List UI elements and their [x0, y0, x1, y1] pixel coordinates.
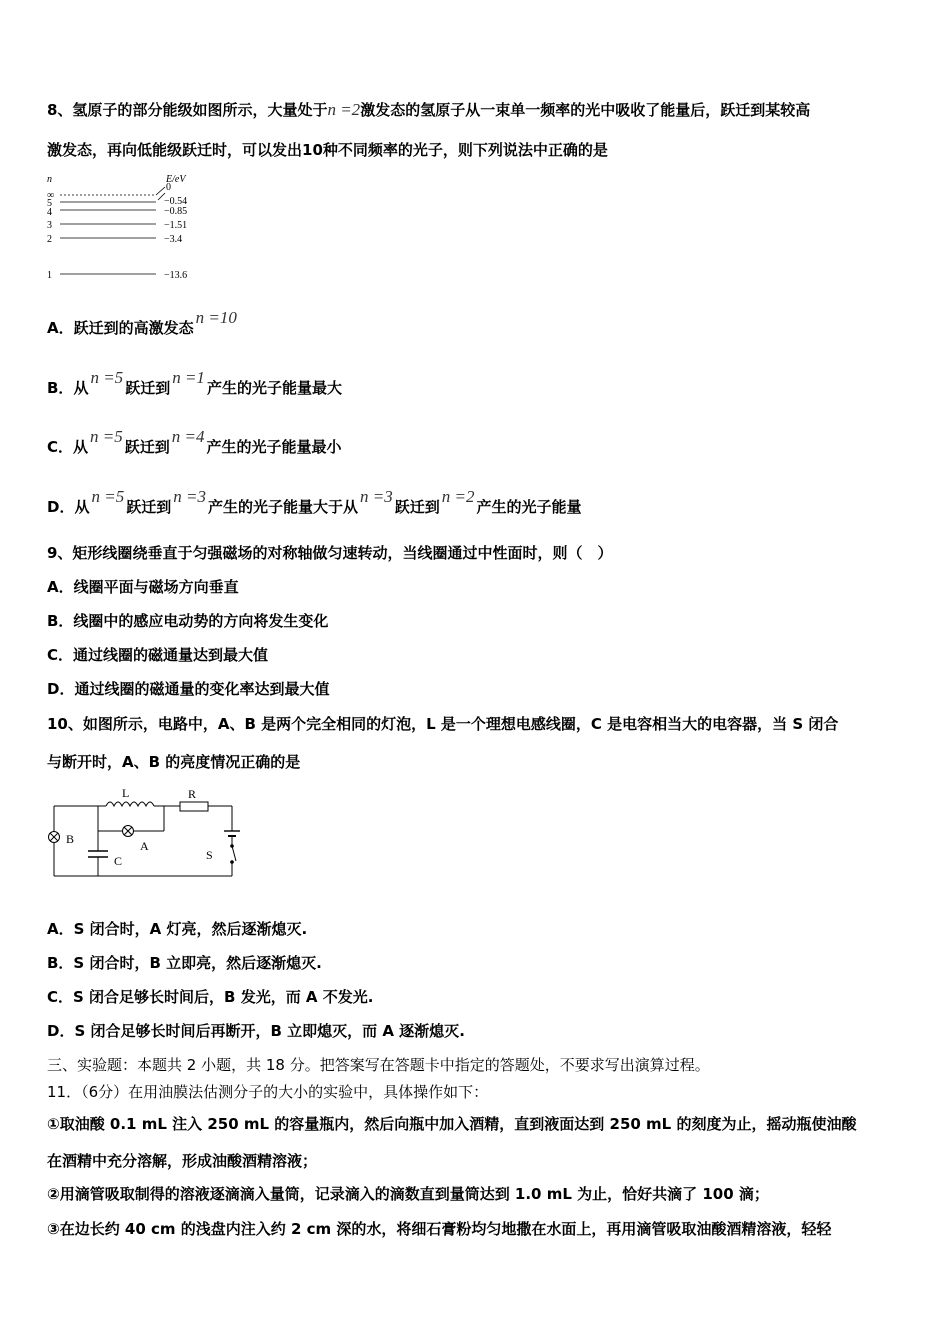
q10-option-d[interactable]: D．S 闭合足够长时间后再断开，B 立即熄灭，而 A 逐渐熄灭.	[47, 1022, 465, 1040]
q11-stem: 11．（6分）在用油膜法估测分子的大小的实验中，具体操作如下：	[47, 1083, 489, 1101]
level-4-e: −0.85	[164, 206, 188, 217]
option-label: B．	[47, 379, 74, 397]
switch-blade	[232, 846, 236, 861]
option-label: C．	[47, 438, 74, 456]
circuit-diagram	[44, 783, 254, 883]
q8-stem-line2	[47, 140, 608, 160]
axis-e-label: E/eV	[166, 174, 186, 185]
q8-option-c[interactable]	[47, 427, 342, 457]
q11-step1-line1: ①取油酸 0.1 mL 注入 250 mL 的容量瓶内，然后向瓶中加入酒精，直到液面达到 250 mL 的刻度为止，摇动瓶使油酸	[47, 1115, 857, 1133]
level-3-e: −1.51	[164, 220, 188, 231]
q8-stem-text2: 激发态，再向低能级跃迁时，可以发出	[47, 141, 303, 159]
option-text: 跃迁到	[126, 498, 172, 516]
q10-stem-line1: 10、如图所示，电路中，A、B 是两个完全相同的灯泡，L 是一个理想电感线圈，C 是电容相当大的电容器，当 S 闭合	[47, 715, 839, 733]
axis-n-label: n	[47, 174, 52, 185]
q8-option-b[interactable]	[47, 368, 342, 398]
option-text: 从	[74, 498, 90, 516]
label-L: L	[122, 786, 130, 800]
q10-option-a[interactable]: A．S 闭合时，A 灯亮，然后逐渐熄灭.	[47, 920, 308, 938]
q11-step3: ③在边长约 40 cm 的浅盘内注入约 2 cm 深的水，将细石膏粉均匀地撒在水面上，再用滴管吸取油酸酒精溶液，轻轻	[47, 1220, 832, 1238]
option-label: D．	[47, 498, 75, 516]
option-label: A．	[47, 319, 74, 337]
q10-option-b[interactable]: B．S 闭合时，B 立即亮，然后逐渐熄灭.	[47, 954, 322, 972]
math-n3: n =3	[359, 487, 393, 506]
label-A: A	[140, 839, 149, 853]
section3-header: 三、实验题：本题共 2 小题，共 18 分。把答案写在答题卡中指定的答题处，不要求写出演算过程。	[47, 1056, 710, 1074]
math-n4: n =4	[171, 427, 205, 446]
option-text: 跃迁到	[124, 438, 170, 456]
q8-stem-text: 8、氢原子的部分能级如图所示，大量处于	[47, 101, 328, 119]
option-text: 跃迁到	[125, 379, 171, 397]
level-5-n: 5	[47, 198, 52, 209]
math-n5: n =5	[90, 368, 124, 387]
q9-option-b[interactable]: B．线圈中的感应电动势的方向将发生变化	[47, 612, 329, 630]
level-2-e: −3.4	[164, 234, 183, 245]
q11-step1-line2: 在酒精中充分溶解，形成油酸酒精溶液；	[47, 1152, 318, 1170]
q8-option-d[interactable]	[47, 487, 582, 517]
level-1-n: 1	[47, 270, 52, 281]
q9-option-c[interactable]: C．通过线圈的磁通量达到最大值	[47, 646, 269, 664]
q9-option-d[interactable]: D．通过线圈的磁通量的变化率达到最大值	[47, 680, 330, 698]
option-text: 产生的光子能量大于从	[207, 498, 358, 516]
option-text: 产生的光子能量最小	[206, 438, 342, 456]
level-inf-n: ∞	[47, 190, 55, 201]
q8-option-a[interactable]	[47, 308, 239, 338]
math-n5: n =5	[90, 427, 123, 446]
label-S: S	[206, 848, 213, 862]
level-inf-e: 0	[166, 182, 171, 193]
level-3-n: 3	[47, 220, 52, 231]
label-B: B	[66, 832, 75, 846]
label-C: C	[114, 854, 123, 868]
option-text: 产生的光子能量	[476, 498, 582, 516]
q8-ten: 10	[302, 141, 323, 159]
option-text: 跃迁到	[394, 498, 440, 516]
q10-stem-line2: 与断开时，A、B 的亮度情况正确的是	[47, 753, 301, 771]
math-n5: n =5	[91, 487, 125, 506]
q9-stem: 9、矩形线圈绕垂直于匀强磁场的对称轴做匀速转动，当线圈通过中性面时，则（ ）	[47, 544, 613, 562]
level-4-n: 4	[47, 207, 52, 218]
q10-option-c[interactable]: C．S 闭合足够长时间后，B 发光，而 A 不发光.	[47, 988, 374, 1006]
resistor	[180, 802, 208, 811]
label-R: R	[188, 787, 197, 801]
level-2-n: 2	[47, 234, 52, 245]
energy-level-diagram	[44, 172, 214, 287]
level-1-e: −13.6	[164, 270, 188, 281]
level-5-e: −0.54	[164, 196, 188, 207]
q8-stem-text2-post: 种不同频率的光子，则下列说法中正确的是	[322, 141, 608, 159]
option-text: 从	[73, 438, 89, 456]
math-n1: n =1	[172, 368, 205, 387]
math-n2: n =2	[441, 487, 475, 506]
option-text: 跃迁到的高激发态	[73, 319, 194, 337]
q8-math-n2: n =2	[327, 100, 361, 119]
math-n3: n =3	[173, 487, 206, 506]
option-text: 从	[73, 379, 89, 397]
q11-step2: ②用滴管吸取制得的溶液逐滴滴入量筒，记录滴入的滴数直到量筒达到 1.0 mL 为止，恰好共滴了 100 滴；	[47, 1185, 769, 1203]
q8-stem-text-post: 激发态的氢原子从一束单一频率的光中吸收了能量后，跃迁到某较高	[360, 101, 811, 119]
math-n10: n =10	[195, 308, 237, 327]
option-text: 产生的光子能量最大	[206, 379, 342, 397]
q8-stem-line1	[47, 100, 810, 120]
inductor-coil	[106, 802, 154, 806]
q9-option-a[interactable]: A．线圈平面与磁场方向垂直	[47, 578, 239, 596]
